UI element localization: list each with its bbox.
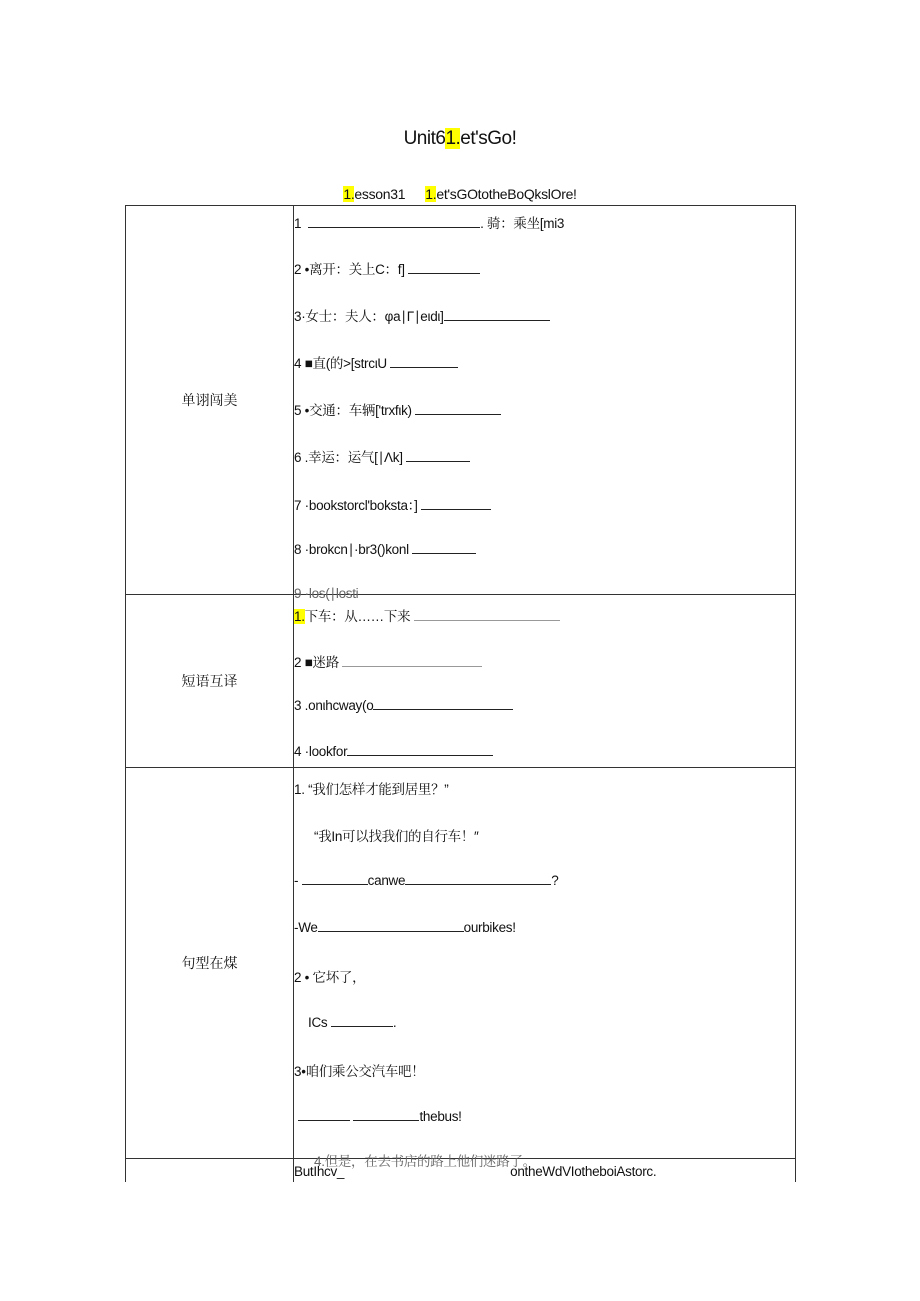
answer-blank[interactable] — [331, 1014, 393, 1027]
phrases-content — [294, 595, 795, 767]
sentence-line-7: 3•咱们乘公交汽车吧！ — [294, 1064, 425, 1079]
vocab-item-9: 9 ·los(∣losti — [294, 586, 359, 601]
sentence-line-9: 4.但是，在去书店的路上他们迷路了。 — [314, 1154, 536, 1169]
vocab-item-5: 5 •交通：车辆['trxfιk) — [294, 399, 501, 419]
last-row-label — [126, 1159, 294, 1182]
answer-blank[interactable] — [298, 1108, 350, 1121]
sentence-line-6: ICs . — [308, 1015, 397, 1030]
vocab-item-4: 4 ■直(的>[strcιU — [294, 352, 458, 372]
answer-blank[interactable] — [412, 541, 476, 554]
vocab-item-1: 1 . 骑：乘坐[mi3 — [294, 216, 565, 231]
vocab-item-3: 3·女士：夫人：φa∣Γ∣eιdι] — [294, 305, 550, 325]
phrase-item-1: 1.下车：从……下来 — [294, 605, 560, 625]
vocab-content — [294, 206, 795, 601]
answer-blank[interactable] — [408, 261, 480, 274]
page-title: Unit61.et'sGo! — [403, 128, 517, 149]
answer-blank[interactable] — [421, 497, 491, 510]
sentences-content — [294, 768, 795, 1169]
answer-blank[interactable] — [373, 697, 513, 710]
vocab-item-2: 2 •离开：关上C：f] — [294, 258, 480, 278]
vocab-label: 单诩闯美 — [126, 206, 294, 594]
answer-blank[interactable] — [444, 308, 550, 321]
last-row-line: ButIhcv_ ontheWdVIotheboiAstorc. — [294, 1164, 657, 1179]
answer-blank[interactable] — [405, 872, 551, 885]
last-row — [126, 1159, 795, 1182]
sentence-line-3: - canwe ? — [294, 873, 559, 888]
sentences-row — [126, 768, 795, 1169]
answer-blank[interactable] — [414, 608, 560, 621]
answer-blank[interactable] — [302, 872, 368, 885]
last-row-content — [294, 1159, 795, 1182]
vocab-item-6: 6 .幸运：运气[∣Λk] — [294, 446, 470, 466]
sentence-line-5: 2 • 它坏了， — [294, 970, 366, 985]
answer-blank[interactable] — [308, 215, 480, 228]
answer-blank[interactable] — [342, 654, 482, 667]
sentence-line-8: thebus! — [298, 1108, 462, 1124]
phrase-item-2: 2 ■迷路 — [294, 651, 482, 671]
vocab-item-8: 8 ·brokcn∣·br3()konl — [294, 541, 476, 558]
vocab-row — [126, 206, 795, 601]
answer-blank[interactable] — [415, 402, 501, 415]
answer-blank[interactable] — [353, 1108, 419, 1121]
vocab-item-7: 7 ·bookstorcl'boksta：] — [294, 494, 491, 514]
phrases-row — [126, 595, 795, 768]
lesson-subtitle: 1.esson31 1.et'sGOtotheBoQkslOre! — [343, 186, 577, 202]
phrases-label: 短语互译 — [126, 595, 294, 767]
sentence-line-1: 1. “我们怎样才能到居里？” — [294, 782, 449, 797]
answer-blank[interactable] — [390, 355, 458, 368]
phrase-item-4: 4 ·lookfor — [294, 743, 493, 759]
exercise-table — [125, 205, 796, 1182]
phrase-item-3: 3 .onιhcway(o — [294, 697, 513, 713]
answer-blank[interactable] — [318, 919, 464, 932]
sentence-line-2: “我In可以找我们的自行车！″ — [314, 829, 479, 844]
answer-blank[interactable] — [347, 743, 493, 756]
sentence-line-4: -We ourbikes! — [294, 920, 516, 935]
sentences-label: 句型在煤 — [126, 768, 294, 1158]
answer-blank[interactable] — [406, 449, 470, 462]
